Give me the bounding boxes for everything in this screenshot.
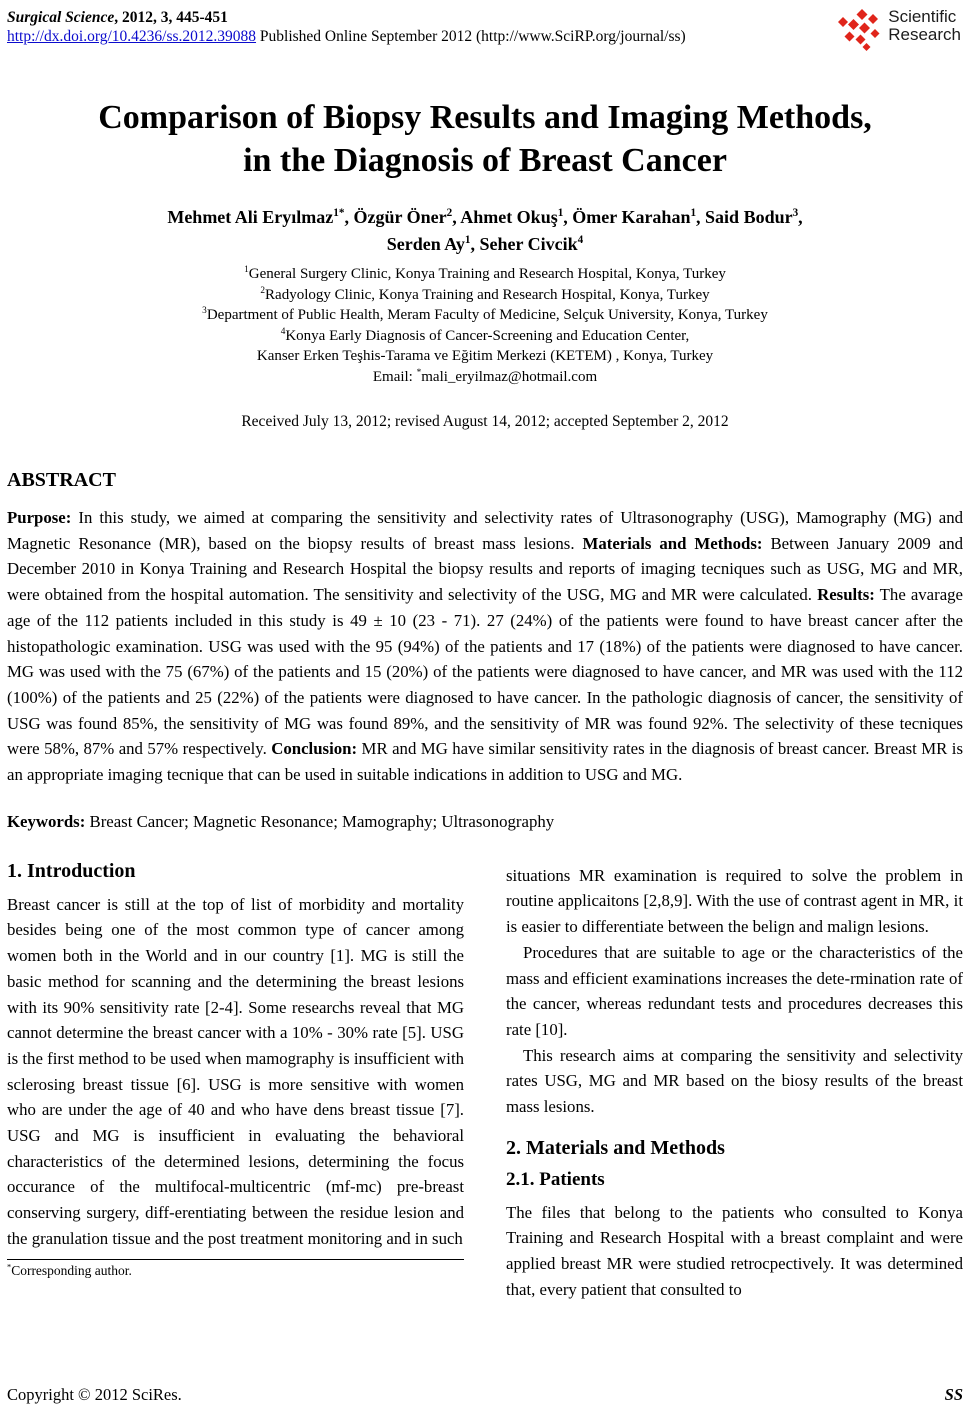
footnote-rule xyxy=(7,1259,464,1260)
publisher-name xyxy=(888,8,961,44)
doi-link[interactable]: http://dx.doi.org/10.4236/ss.2012.39088 xyxy=(7,28,257,45)
affiliations xyxy=(7,264,963,387)
keywords-label: Keywords: xyxy=(7,811,86,831)
body-paragraph-2: Procedures that are suitable to age or the characteristics of the mass and efficient examinations increases the dete-rmination rate of the cancer, whereas redundant tests and procedures decreases this rate [10]. xyxy=(506,942,963,1039)
superscript: 1* xyxy=(333,207,345,219)
superscript: * xyxy=(7,1262,12,1272)
affiliation-line: Kanser Erken Teşhis-Tarama ve Eğitim Merkezi (KETEM) , Konya, Turkey xyxy=(256,348,714,364)
superscript: 2 xyxy=(446,207,453,219)
publisher-name-line1: Scientific xyxy=(888,7,957,26)
affiliation-line: $^1$General Surgery Clinic, Konya Training and Research Hospital, Konya, Turkey xyxy=(244,265,726,282)
methods-heading: 2. Materials and Methods xyxy=(506,1136,725,1159)
body-paragraph-3: This research aims at comparing the sensitivity and selectivity rates USG, MG and MR based on the biosy results of the breast mass lesions. xyxy=(506,1045,963,1117)
right-column xyxy=(506,860,963,1303)
introduction-paragraph: Breast cancer is still at the top of list of morbidity and mortality besides being one of the most common type of cancer among women both in the World and in our country [1]. MG is still the basic method for scanning and the determining the breast lesions with its 90% sensitivity rate [2-4]. Some researchs reveal that MG cannot determine the breast cancer with a 10% - 30% rate [5]. USG is the first method to be used when mamography is insufficient with sclerosing breast tissue [6]. USG is more sensitive with women who are under the age of 40 and who have dens breast tissue [7]. USG and MG is insufficient in evaluating the behavioral characteristics of the determined lesions, determining the focus occurance of the multifocal-multicentric (mf-mc) pre-breast conserving surgery, diff-erentiating between the residue lesion and the granulation tissue and the post treatment monitoring and in such xyxy=(7,894,464,1248)
superscript: 1 xyxy=(690,207,697,219)
author-list-line2: Serden Ay$^1$, Seher Civcik$^4$ xyxy=(386,234,584,254)
superscript: 4 xyxy=(577,234,584,246)
superscript: 1 xyxy=(244,265,249,275)
affiliation-line: Email: *mali_eryilmaz@hotmail.com xyxy=(372,367,598,385)
affiliation-line: $^4$Konya Early Diagnosis of Cancer-Screening and Education Center, xyxy=(280,326,690,344)
journal-citation: Surgical Science, 2012, 3, 445-451 xyxy=(7,9,228,26)
publisher-name-line2: Research xyxy=(888,25,961,44)
paper-title-line2: in the Diagnosis of Breast Cancer xyxy=(243,142,727,179)
superscript: 4 xyxy=(280,326,286,337)
journal-citation-block xyxy=(7,8,686,46)
keywords-line xyxy=(7,812,963,832)
scientific-research-diamonds-icon xyxy=(837,8,883,52)
two-column-body xyxy=(7,860,963,1303)
abstract-paragraph: Purpose: In this study, we aimed at comparing the sensitivity and selectivity rates of Ultrasonography (USG), Mamography (MG) and Magnetic Resonance (MR), based on the biopsy results of breast mass lesions. Materials and Methods: Between January 2009 and December 2010 in Konya Training and Research Hospital the biopsy results and reports of imaging tecniques such as USG, MG and MR, were obtained from the hospital automation. The sensitivity and selectivity of the USG, MG and MR were calculated. Results: The avarage age of the 112 patients included in this study is 49 ± 10 (23 - 71). 27 (24%) of the patients were found to have breast cancer after the histopathologic examination. USG was used with the 95 (94%) of the patients and 17 (18%) of the patients were diagnosed to have cancer. MG was used with the 75 (67%) of the patients and 15 (20%) of the patients were diagnosed to have cancer, and MR was used with the 112 (100%) of the patients and 25 (22%) of the patients were diagnosed to have cancer. In the pathologic diagnosis of cancer, the sensitivity of USG was found 85%, the sensitivity of MG was found 89%, and the sensitivity of MR was found 92%. The selectivity of these tecniques were 58%, 87% and 57% respectively. Conclusion: MR and MG have similar sensitivity rates in the diagnosis of breast cancer. Breast MR is an appropriate imaging tecnique that can be used in suitable indications in addition to USG and MG. xyxy=(7,508,964,785)
keywords-text: Breast Cancer; Magnetic Resonance; Mamography; Ultrasonography xyxy=(85,811,555,831)
patients-paragraph: The files that belong to the patients who consulted to Konya Training and Research Hospital with a breast complaint and were applied breast MR were studied retrocpectively. It was determined that, every patient that consulted to xyxy=(506,1202,963,1299)
journal-header xyxy=(7,8,963,52)
paper-title xyxy=(7,96,963,182)
author-list xyxy=(7,204,963,258)
superscript: 1 xyxy=(557,207,564,219)
paper-title-line1: Comparison of Biopsy Results and Imaging Methods, xyxy=(98,99,872,136)
corresponding-author-footnote: *Corresponding author. xyxy=(7,1262,132,1278)
left-column xyxy=(7,860,464,1303)
body-paragraph-1: situations MR examination is required to solve the problem in routine applicaitons [2,8,9]. With the use of contrast agent in MR, it is easier to differentiate between the belign and malign lesions. xyxy=(506,865,963,937)
doi-line: http://dx.doi.org/10.4236/ss.2012.39088 Published Online September 2012 (http://www.SciRP.org/journal/ss) xyxy=(7,28,686,45)
superscript: 1 xyxy=(464,234,471,246)
author-list-line1: Mehmet Ali Eryılmaz$^{1*}$, Özgür Öner$^2$, Ahmet Okuş$^1$, Ömer Karahan$^1$, Said Bodur$^3$, xyxy=(167,207,803,227)
journal-abbreviation: SS xyxy=(944,1385,963,1404)
superscript: * xyxy=(416,367,422,378)
affiliation-line: $^2$Radyology Clinic, Konya Training and Research Hospital, Konya, Turkey xyxy=(260,285,710,303)
affiliation-line: $^3$Department of Public Health, Meram Faculty of Medicine, Selçuk University, Konya, Turkey xyxy=(202,306,768,323)
page-footer xyxy=(7,1385,963,1405)
superscript: 3 xyxy=(792,207,799,219)
introduction-heading: 1. Introduction xyxy=(7,859,136,882)
abstract-heading: ABSTRACT xyxy=(7,469,116,491)
superscript: 2 xyxy=(260,285,266,296)
received-dates: Received July 13, 2012; revised August 14, 2012; accepted September 2, 2012 xyxy=(241,413,729,430)
publisher-logo xyxy=(837,8,961,52)
superscript: 3 xyxy=(202,306,207,316)
copyright-text: Copyright © 2012 SciRes. xyxy=(7,1385,182,1404)
patients-heading: 2.1. Patients xyxy=(506,1168,605,1190)
